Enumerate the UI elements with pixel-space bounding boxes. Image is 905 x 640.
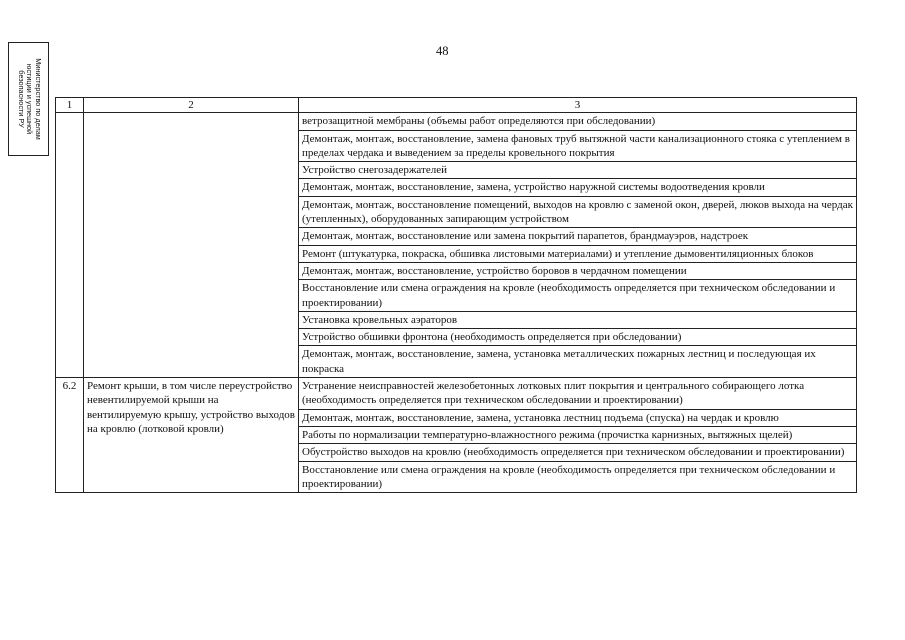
- section-title-cell: [84, 113, 299, 378]
- work-item: Демонтаж, монтаж, восстановление, замена, устройство наружной системы водоотведения кровли: [299, 179, 857, 196]
- table-header-row: [56, 98, 857, 113]
- work-item: Устройство обшивки фронтона (необходимость определяется при обследовании): [299, 329, 857, 346]
- work-item: Восстановление или смена ограждения на кровле (необходимость определяется при техническом обследовании и проектировании): [299, 280, 857, 312]
- work-item: Восстановление или смена ограждения на кровле (необходимость определяется при техническом обследовании и проектировании): [299, 461, 857, 493]
- work-item: Установка кровельных аэраторов: [299, 311, 857, 328]
- column-header-1: 1: [56, 98, 84, 113]
- works-table: [55, 97, 857, 493]
- work-item: Демонтаж, монтаж, восстановление, устройство боровов в чердачном помещении: [299, 262, 857, 279]
- work-item: Ремонт (штукатурка, покраска, обшивка листовыми материалами) и утепление дымовентиляционных блоков: [299, 245, 857, 262]
- column-header-2: 2: [84, 98, 299, 113]
- section-number: 6.2: [56, 378, 84, 493]
- table-row: [56, 113, 857, 130]
- column-header-3: 3: [299, 98, 857, 113]
- stamp-line: Министерство по делам: [33, 58, 43, 140]
- stamp-text: [16, 46, 42, 152]
- work-item: Устройство снегозадержателей: [299, 162, 857, 179]
- section-title: Ремонт крыши, в том числе переустройство невентилируемой крыши на вентилируемую крышу, устройство выходов на кровлю (лотковой кровли): [84, 378, 299, 493]
- work-item: Демонтаж, монтаж, восстановление, замена, установка металлических пожарных лестниц и последующая их покраска: [299, 346, 857, 378]
- work-item: Демонтаж, монтаж, восстановление, замена, установка лестниц подъема (спуска) на чердак и кровлю: [299, 409, 857, 426]
- work-item: ветрозащитной мембраны (объемы работ определяются при обследовании): [299, 113, 857, 130]
- work-item: Устранение неисправностей железобетонных лотковых плит покрытия и центрального собирающего лотка (необходимость определяется при техническом обследовании и проектировании): [299, 378, 857, 410]
- registration-stamp: [8, 42, 49, 156]
- work-item: Демонтаж, монтаж, восстановление или замена покрытий парапетов, брандмауэров, надстроек: [299, 228, 857, 245]
- work-item: Демонтаж, монтаж, восстановление помещений, выходов на кровлю с заменой окон, дверей, люков выхода на чердак (утепленных), оборудованных запирающим устройством: [299, 196, 857, 228]
- stamp-line: безопасности РУ: [16, 70, 26, 128]
- work-item: Работы по нормализации температурно-влажностного режима (прочистка карнизных, вытяжных щелей): [299, 426, 857, 443]
- row-number-cell: [56, 113, 84, 378]
- work-item: Демонтаж, монтаж, восстановление, замена фановых труб вытяжной части канализационного стояка с утеплением в пределах чердака и выведением за пределы кровельного покрытия: [299, 130, 857, 162]
- table-row: [56, 378, 857, 410]
- work-item: Обустройство выходов на кровлю (необходимость определяется при техническом обследовании и проектировании): [299, 444, 857, 461]
- page-number: 48: [436, 44, 449, 58]
- stamp-line: юстиции и успешной: [24, 63, 34, 135]
